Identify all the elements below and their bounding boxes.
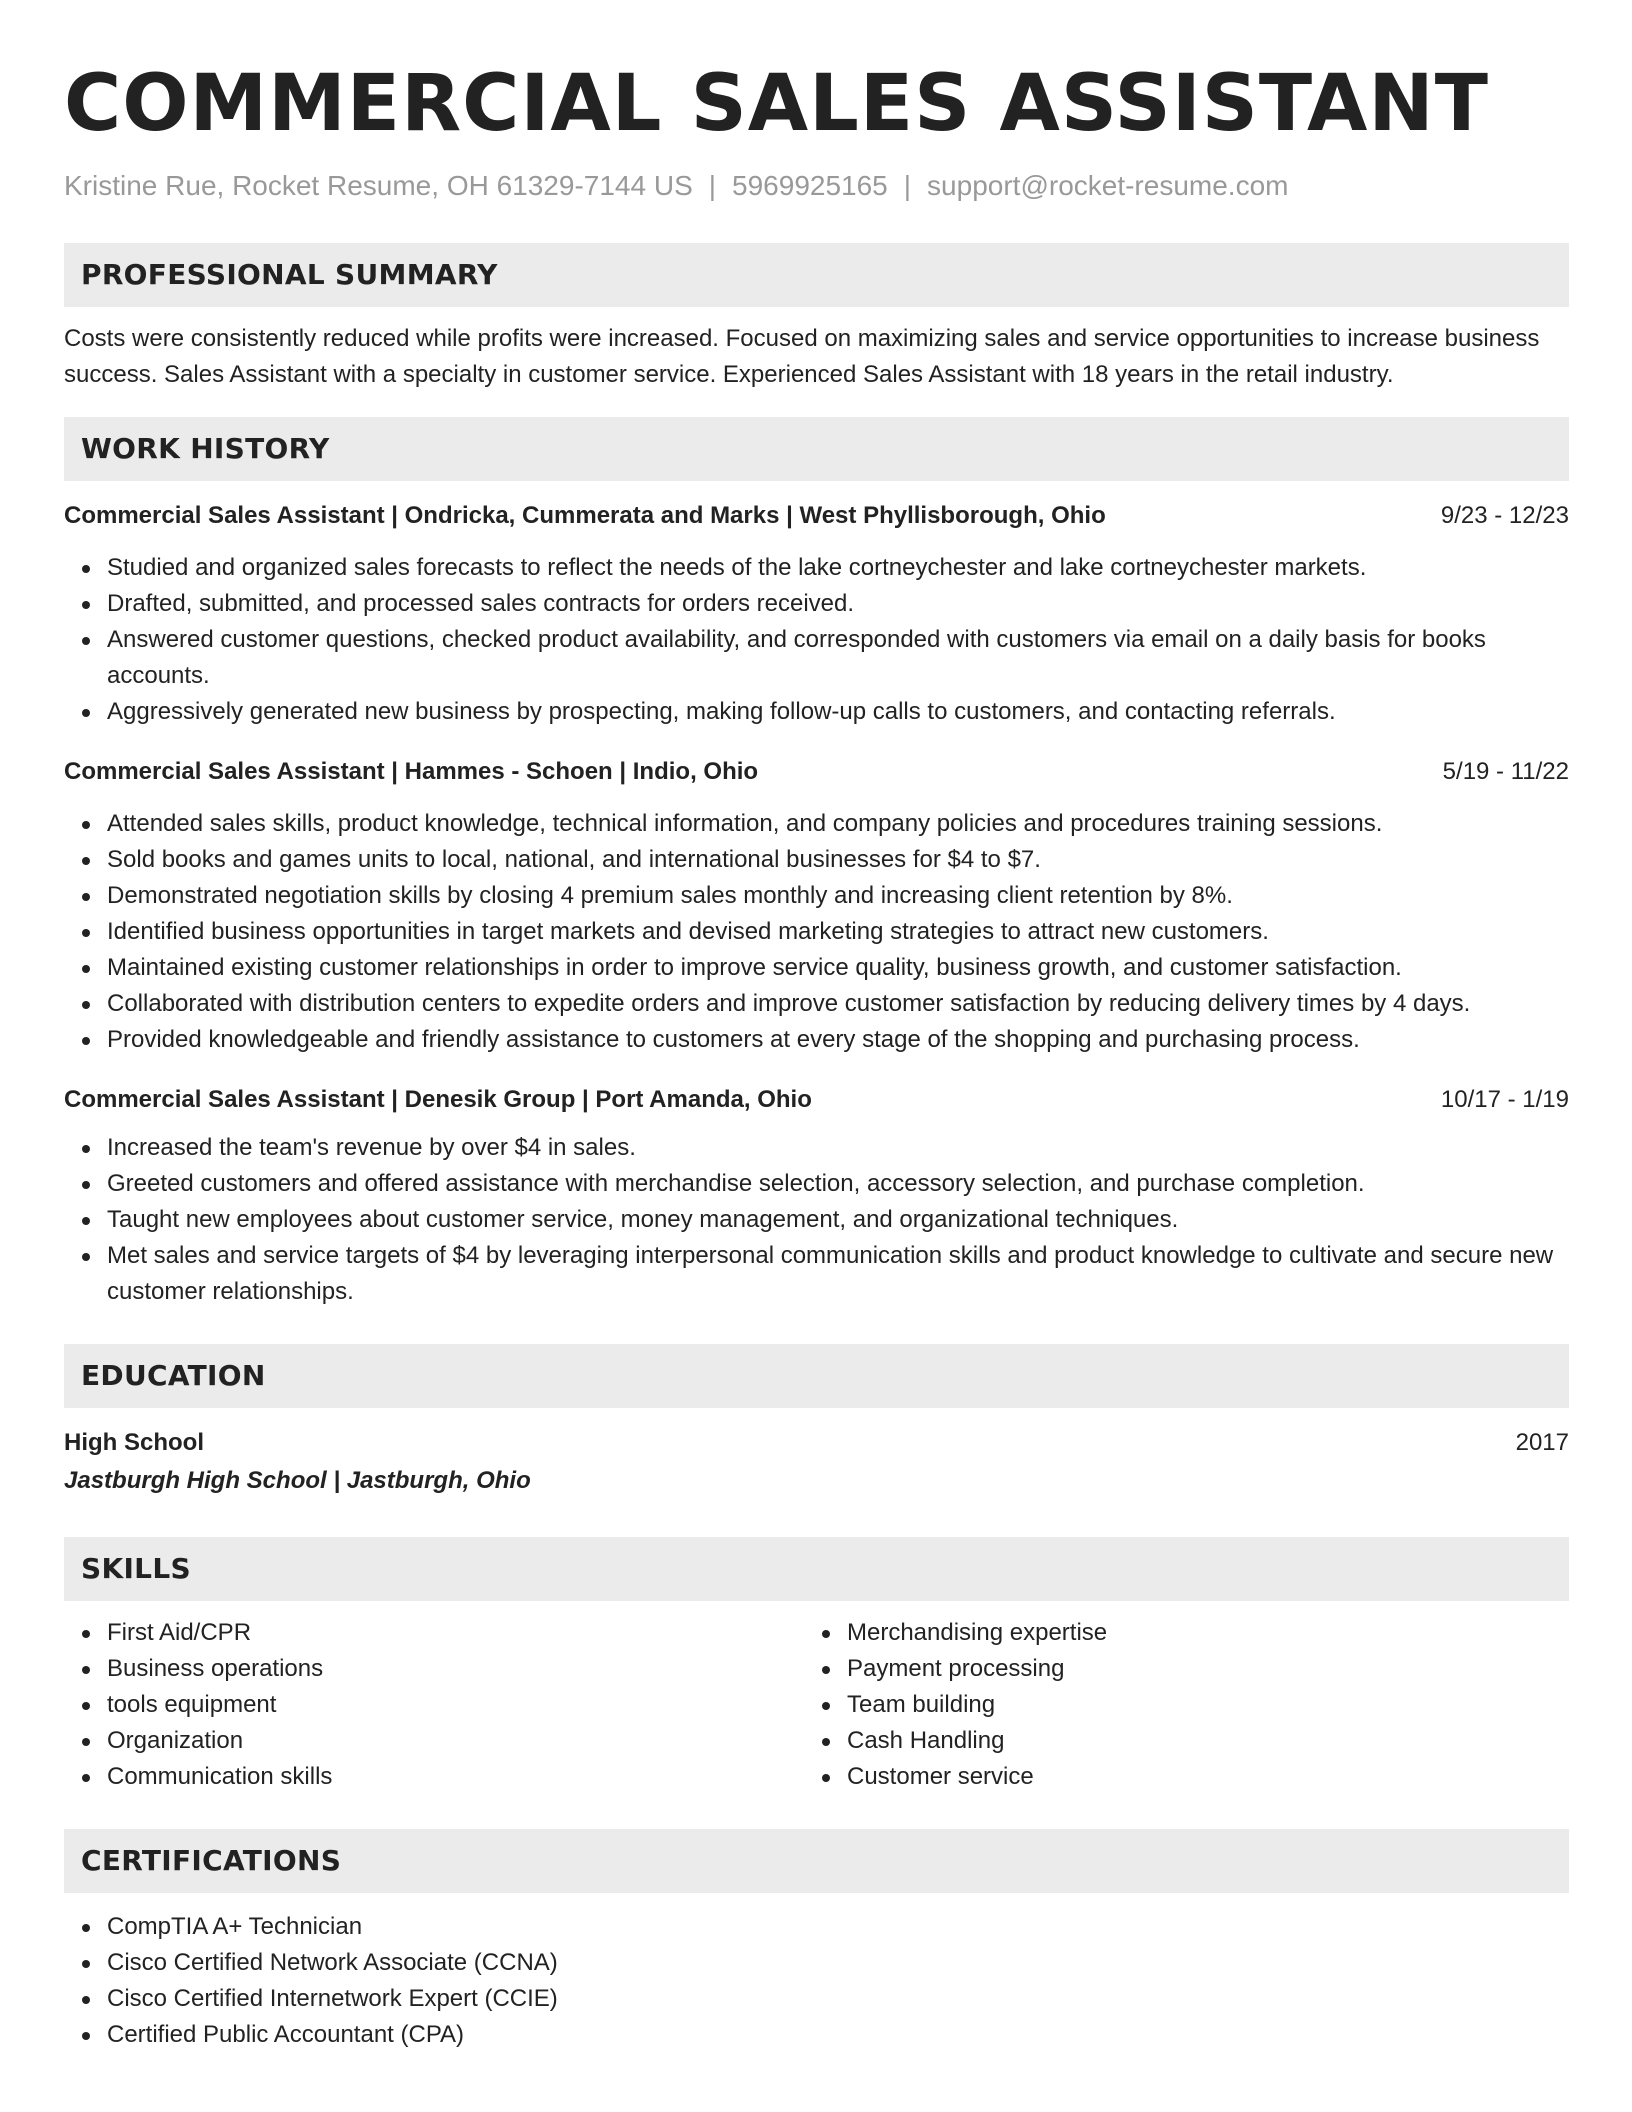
certifications-bullets <box>64 1909 1569 2053</box>
skill-item: Team building <box>847 1687 1544 1723</box>
skills-bullets <box>804 1615 1544 1795</box>
summary-section-header <box>64 243 1569 307</box>
job-bullet: Increased the team's revenue by over $4 in sales. <box>107 1130 1569 1166</box>
job-bullets <box>64 1130 1569 1310</box>
contact-address: Kristine Rue, Rocket Resume, OH 61329-7144 US <box>64 170 693 201</box>
job-dates: 5/19 - 11/22 <box>1442 758 1569 785</box>
job-entry <box>64 754 1569 1058</box>
job-title: Commercial Sales Assistant | Hammes - Schoen | Indio, Ohio <box>64 758 759 785</box>
job-title: Commercial Sales Assistant | Denesik Group | Port Amanda, Ohio <box>64 1086 812 1113</box>
certification-item: Cisco Certified Internetwork Expert (CCIE) <box>107 1981 1569 2017</box>
job-dates: 10/17 - 1/19 <box>1440 1086 1569 1113</box>
contact-phone: 5969925165 <box>732 170 888 201</box>
job-bullet: Drafted, submitted, and processed sales contracts for orders received. <box>107 586 1569 622</box>
skills-column-right <box>804 1615 1544 1795</box>
contact-separator: | <box>708 170 717 201</box>
skill-item: First Aid/CPR <box>107 1615 804 1651</box>
job-bullet: Sold books and games units to local, national, and international businesses for $4 to $7. <box>107 842 1569 878</box>
job-bullets <box>64 550 1569 730</box>
job-bullet: Answered customer questions, checked product availability, and corresponded with customers via email on a daily basis for books accounts. <box>107 622 1569 694</box>
job-bullet: Aggressively generated new business by prospecting, making follow-up calls to customers, and contacting referrals. <box>107 694 1569 730</box>
work-section-header <box>64 417 1569 481</box>
education-degree: High School <box>64 1429 204 1456</box>
certification-item: Certified Public Accountant (CPA) <box>107 2017 1569 2053</box>
job-header <box>64 1082 1569 1118</box>
skill-item: Customer service <box>847 1759 1544 1795</box>
job-entry <box>64 498 1569 730</box>
job-bullet: Taught new employees about customer service, money management, and organizational techniques. <box>107 1202 1569 1238</box>
job-dates: 9/23 - 12/23 <box>1440 502 1569 529</box>
job-bullet: Identified business opportunities in target markets and devised marketing strategies to attract new customers. <box>107 914 1569 950</box>
job-header <box>64 498 1569 534</box>
job-entry <box>64 1082 1569 1310</box>
job-header <box>64 754 1569 790</box>
certifications-section-header <box>64 1829 1569 1893</box>
skill-item: Business operations <box>107 1651 804 1687</box>
skill-item: Communication skills <box>107 1759 804 1795</box>
education-heading: EDUCATION <box>81 1359 266 1392</box>
certification-item: Cisco Certified Network Associate (CCNA) <box>107 1945 1569 1981</box>
contact-line <box>64 168 1569 204</box>
skill-item: tools equipment <box>107 1687 804 1723</box>
certifications-list <box>64 1909 1569 2053</box>
education-school: Jastburgh High School | Jastburgh, Ohio <box>64 1467 531 1494</box>
job-bullet: Maintained existing customer relationships in order to improve service quality, business growth, and customer satisfaction. <box>107 950 1569 986</box>
job-bullets <box>64 806 1569 1058</box>
skills-heading: SKILLS <box>81 1552 191 1585</box>
skill-item: Payment processing <box>847 1651 1544 1687</box>
certifications-heading: CERTIFICATIONS <box>81 1844 342 1877</box>
job-bullet: Collaborated with distribution centers to expedite orders and improve customer satisfaction by reducing delivery times by 4 days. <box>107 986 1569 1022</box>
skills-section-header <box>64 1537 1569 1601</box>
job-bullet: Greeted customers and offered assistance with merchandise selection, accessory selection, and purchase completion. <box>107 1166 1569 1202</box>
certification-item: CompTIA A+ Technician <box>107 1909 1569 1945</box>
education-year: 2017 <box>1515 1429 1569 1456</box>
contact-email: support@rocket-resume.com <box>927 170 1289 201</box>
skill-item: Cash Handling <box>847 1723 1544 1759</box>
education-section-header <box>64 1344 1569 1408</box>
education-entry <box>64 1424 1569 1500</box>
work-heading: WORK HISTORY <box>81 432 330 465</box>
job-bullet: Studied and organized sales forecasts to reflect the needs of the lake cortneychester and lake cortneychester markets. <box>107 550 1569 586</box>
education-header <box>64 1424 1569 1462</box>
job-bullet: Met sales and service targets of $4 by leveraging interpersonal communication skills and product knowledge to cultivate and secure new customer relationships. <box>107 1238 1569 1310</box>
summary-heading: PROFESSIONAL SUMMARY <box>81 258 498 291</box>
job-bullet: Demonstrated negotiation skills by closing 4 premium sales monthly and increasing client retention by 8%. <box>107 878 1569 914</box>
candidate-title: COMMERCIAL SALES ASSISTANT <box>64 59 1489 149</box>
contact-separator: | <box>903 170 912 201</box>
skills-list <box>64 1615 1569 1795</box>
job-bullet: Attended sales skills, product knowledge, technical information, and company policies and procedures training sessions. <box>107 806 1569 842</box>
skills-column-left <box>64 1615 804 1795</box>
skills-bullets <box>64 1615 804 1795</box>
summary-text: Costs were consistently reduced while profits were increased. Focused on maximizing sales and service opportunities to increase business success. Sales Assistant with a specialty in customer service. Experienced Sales Assistant with 18 years in the retail industry. <box>64 325 1540 388</box>
skill-item: Organization <box>107 1723 804 1759</box>
job-bullet: Provided knowledgeable and friendly assistance to customers at every stage of the shopping and purchasing process. <box>107 1022 1569 1058</box>
job-title: Commercial Sales Assistant | Ondricka, Cummerata and Marks | West Phyllisborough, Ohio <box>64 502 1106 529</box>
skill-item: Merchandising expertise <box>847 1615 1544 1651</box>
